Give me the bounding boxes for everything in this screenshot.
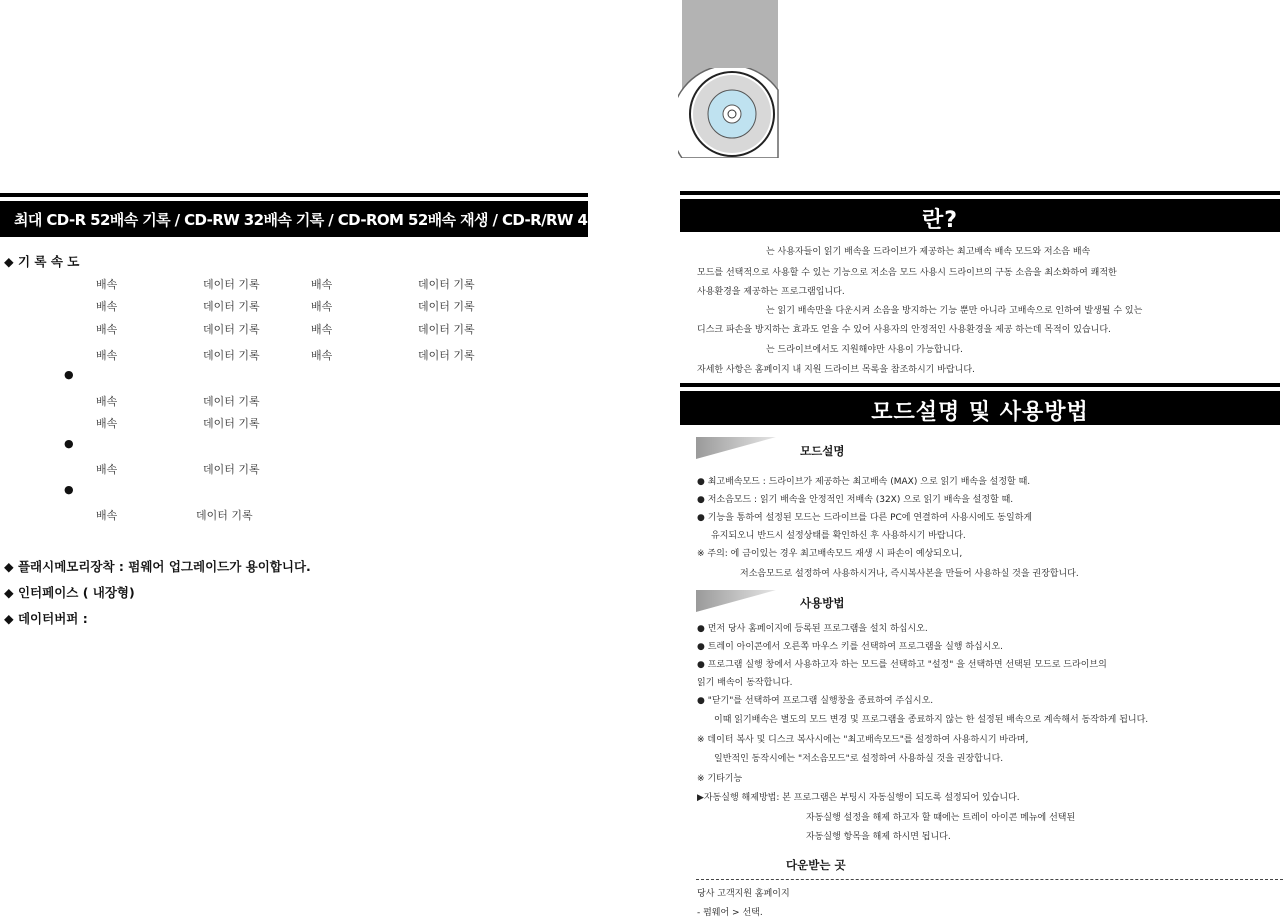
usage-line: ※ 기타기능 <box>697 774 743 784</box>
usage-line: 이때 읽기배속은 별도의 모드 변경 및 프로그램을 종료하지 않는 한 설정된 배속으로 계속해서 동작하게 됩니다. <box>714 715 1149 725</box>
usage-line: 일반적인 동작시에는 "저소음모드"로 설정하여 사용하실 것을 권장합니다. <box>714 754 1004 764</box>
mode-line: ● 기능을 통하여 설정된 모드는 드라이브를 다른 PC에 연결하여 사용시에도 동일하게 <box>697 513 1033 523</box>
speed-cell: 데이터 기록 <box>203 300 260 313</box>
group-bullet: ● <box>64 483 74 496</box>
usage-line: 자동실행 항목을 해제 하시면 됩니다. <box>806 832 951 842</box>
intro-line: 자세한 사항은 홈페이지 내 지원 드라이브 목록을 참조하시기 바랍니다. <box>697 365 975 375</box>
left-top-rule <box>0 193 588 197</box>
left-banner-title: 최대 CD-R 52배속 기록 / CD-RW 32배속 기록 / CD-ROM 52배속 재생 / CD-R/RW 40배속 재생 <box>14 211 658 229</box>
group-cell: 배속 <box>96 395 118 408</box>
banner-what-is-title: 란? <box>921 208 958 233</box>
speed-cell: 배속 <box>96 323 118 336</box>
right-mid-rule <box>680 383 1280 387</box>
intro-line: 디스크 파손을 방지하는 효과도 얻을 수 있어 사용자의 안정적인 사용환경을 제공 하는데 목적이 있습니다. <box>697 325 1111 335</box>
section-speed-heading: ◆ 기 록 속 도 <box>4 254 80 269</box>
group-cell: 배속 <box>96 509 118 522</box>
speed-cell: 배속 <box>311 300 333 313</box>
download-line: - 펌웨어 > 선택. <box>697 908 763 918</box>
usage-line: ● 먼저 당사 홈페이지에 등록된 프로그램을 설치 하십시오. <box>697 624 928 634</box>
left-banner <box>0 201 658 237</box>
speed-cell: 데이터 기록 <box>418 323 475 336</box>
usage-line: 읽기 배속이 동작합니다. <box>697 678 793 688</box>
speed-cell: 배속 <box>96 278 118 291</box>
download-line: 당사 고객지원 홈페이지 <box>697 889 790 899</box>
speed-cell: 배속 <box>311 278 333 291</box>
speed-cell: 데이터 기록 <box>203 278 260 291</box>
banner-mode-usage-title: 모드설명 및 사용방법 <box>871 400 1089 425</box>
banner-mode-usage <box>680 391 1280 425</box>
usage-line: 자동실행 설정을 해제 하고자 할 때에는 트레이 아이콘 메뉴에 선택된 <box>806 813 1076 823</box>
usage-line: ▶자동실행 해제방법: 본 프로그램은 부팅시 자동실행이 되도록 설정되어 있습니다. <box>697 793 1020 803</box>
speed-cell: 데이터 기록 <box>418 349 475 362</box>
intro-line: 는 읽기 배속만을 다운시켜 소음을 방지하는 기능 뿐만 아니라 고배속으로 인하여 발생될 수 있는 <box>766 306 1143 316</box>
mode-line: ● 저소음모드 : 읽기 배속을 안정적인 저배속 (32X) 으로 읽기 배속을 설정할 때. <box>697 495 1014 505</box>
download-divider <box>696 879 1283 880</box>
usage-title-wedge <box>696 590 776 612</box>
intro-line: 모드를 선택적으로 사용할 수 있는 기능으로 저소음 모드 사용시 드라이브의 구동 소음을 최소화하여 쾌적한 <box>697 268 1117 278</box>
mode-line: ※ 주의: 에 금이있는 경우 최고배속모드 재생 시 파손이 예상되오니, <box>697 549 963 559</box>
usage-line: ● 트레이 아이콘에서 오른쪽 마우스 키를 선택하여 프로그램을 실행 하십시오. <box>697 642 1003 652</box>
group-bullet: ● <box>64 437 74 450</box>
speed-cell: 배속 <box>96 300 118 313</box>
right-top-rule <box>680 191 1280 195</box>
banner-what-is <box>680 199 1280 232</box>
mode-title: 모드설명 <box>800 444 845 458</box>
mode-line: 유지되오니 반드시 설정상태를 확인하신 후 사용하시기 바랍니다. <box>711 531 966 541</box>
usage-title: 사용방법 <box>800 596 845 610</box>
speed-cell: 데이터 기록 <box>418 278 475 291</box>
group-cell: 데이터 기록 <box>203 463 260 476</box>
cd-disc-icon <box>678 68 782 162</box>
usage-line: ※ 데이터 복사 및 디스크 복사시에는 "최고배속모드"를 설정하여 사용하시기 바라며, <box>697 735 1029 745</box>
intro-line: 는 사용자들이 읽기 배속을 드라이브가 제공하는 최고배속 배속 모드와 저소음 배속 <box>766 247 1091 257</box>
usage-line: ● "닫기"를 선택하여 프로그램 실행창을 종료하여 주십시오. <box>697 696 934 706</box>
mode-title-wedge <box>696 437 776 459</box>
group-cell: 데이터 기록 <box>203 395 260 408</box>
speed-cell: 데이터 기록 <box>203 323 260 336</box>
interface-line: ◆ 인터페이스 ( 내장형) <box>4 585 135 600</box>
group-cell: 배속 <box>96 463 118 476</box>
download-title: 다운받는 곳 <box>786 858 846 872</box>
usage-line: ● 프로그램 실행 창에서 사용하고자 하는 모드를 선택하고 "설정" 을 선택하면 선택된 모드로 드라이브의 <box>697 660 1107 670</box>
speed-cell: 배속 <box>96 349 118 362</box>
group-bullet: ● <box>64 368 74 381</box>
speed-cell: 배속 <box>311 349 333 362</box>
speed-cell: 배속 <box>311 323 333 336</box>
flash-memory-line: ◆ 플래시메모리장착 : 펌웨어 업그레이드가 용이합니다. <box>4 559 311 574</box>
buffer-line: ◆ 데이터버퍼 : <box>4 611 88 626</box>
group-cell: 데이터 기록 <box>203 417 260 430</box>
speed-cell: 데이터 기록 <box>203 349 260 362</box>
group-cell: 데이터 기록 <box>196 509 253 522</box>
mode-line: 저소음모드로 설정하여 사용하시거나, 즉시복사본을 만들어 사용하실 것을 권장합니다. <box>740 569 1079 579</box>
intro-line: 는 드라이브에서도 지원해야만 사용이 가능합니다. <box>766 345 963 355</box>
mode-line: ● 최고배속모드 : 드라이브가 제공하는 최고배속 (MAX) 으로 읽기 배속을 설정할 때. <box>697 477 1031 487</box>
speed-cell: 데이터 기록 <box>418 300 475 313</box>
group-cell: 배속 <box>96 417 118 430</box>
intro-line: 사용환경을 제공하는 프로그램입니다. <box>697 287 845 297</box>
